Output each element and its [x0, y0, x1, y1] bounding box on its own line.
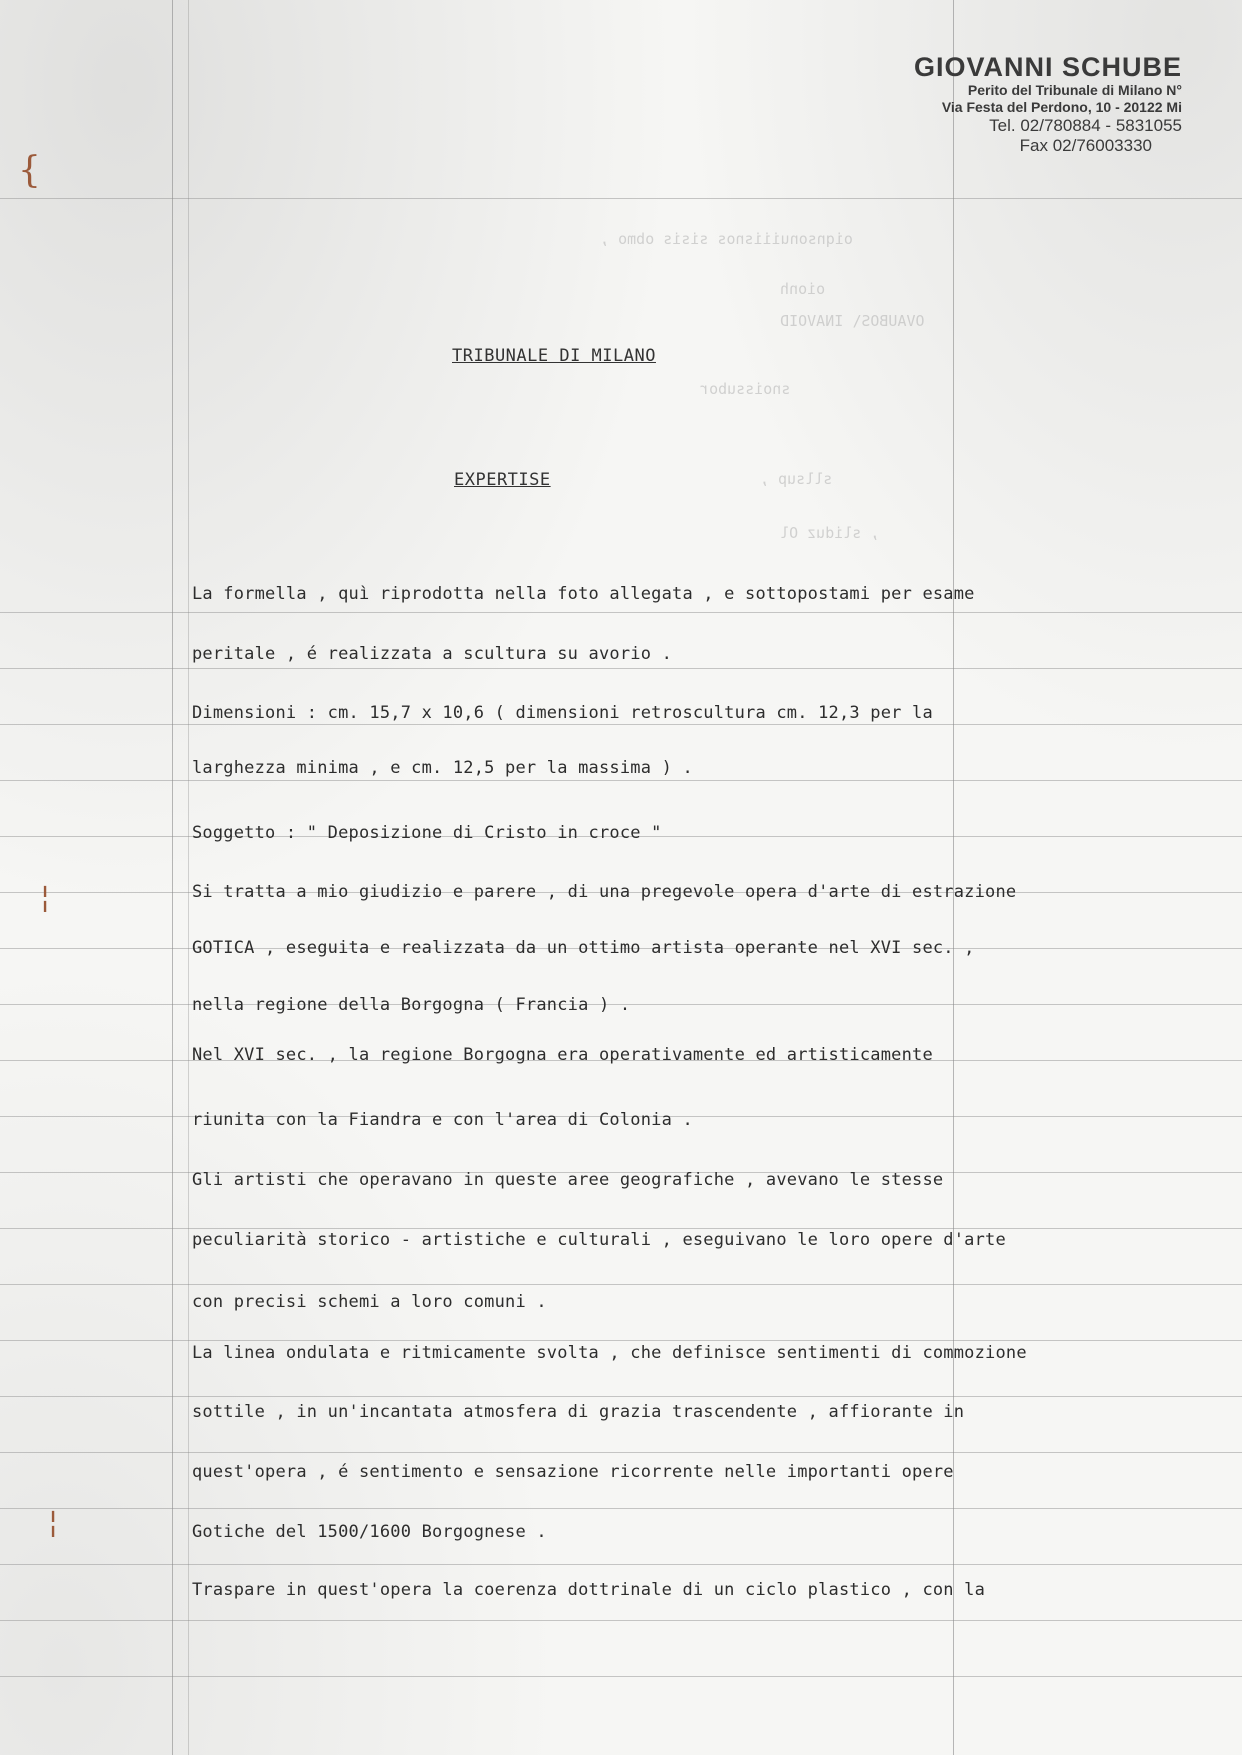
body-line: con precisi schemi a loro comuni . — [192, 1292, 547, 1312]
ruled-line — [0, 612, 1242, 613]
margin-tick-mark: ¦ — [48, 1505, 59, 1540]
ruled-line — [0, 724, 1242, 725]
margin-tick-mark: ¦ — [40, 880, 51, 915]
body-line: nella regione della Borgogna ( Francia ) . — [192, 995, 631, 1015]
ruled-line — [0, 198, 1242, 199]
body-line: Traspare in quest'opera la coerenza dottrinale di un ciclo plastico , con la — [192, 1580, 986, 1600]
ruled-line — [0, 1564, 1242, 1565]
ruled-line — [0, 1620, 1242, 1621]
body-line: La linea ondulata e ritmicamente svolta , che definisce sentimenti di commozione — [192, 1343, 1027, 1363]
margin-bracket-mark: { — [18, 150, 41, 191]
ruled-line — [0, 780, 1242, 781]
ruled-line — [0, 1228, 1242, 1229]
bleed-through-text: OVAUBOS\ INAVOID — [780, 312, 925, 330]
body-line: Si tratta a mio giudizio e parere , di una pregevole opera d'arte di estrazione — [192, 882, 1017, 902]
body-line: peritale , é realizzata a scultura su avorio . — [192, 644, 673, 664]
bleed-through-text: sllsup , — [760, 470, 833, 488]
ruled-line — [0, 1452, 1242, 1453]
body-line: larghezza minima , e cm. 12,5 per la massima ) . — [192, 758, 693, 778]
body-line: riunita con la Fiandra e con l'area di Colonia . — [192, 1110, 693, 1130]
body-line: GOTICA , eseguita e realizzata da un ottimo artista operante nel XVI sec. , — [192, 938, 975, 958]
body-line: Gli artisti che operavano in queste aree geografiche , avevano le stesse — [192, 1170, 944, 1190]
bleed-through-text: , sliduz Ol — [780, 524, 880, 542]
margin-line — [953, 0, 954, 1755]
body-line: Gotiche del 1500/1600 Borgognese . — [192, 1522, 547, 1542]
body-line: Nel XVI sec. , la regione Borgogna era operativamente ed artisticamente — [192, 1045, 933, 1065]
document-heading: TRIBUNALE DI MILANO — [452, 346, 656, 366]
body-line: quest'opera , é sentimento e sensazione ricorrente nelle importanti opere — [192, 1462, 954, 1482]
ruled-line — [0, 668, 1242, 669]
body-line: sottile , in un'incantata atmosfera di grazia trascendente , affiorante in — [192, 1402, 965, 1422]
letterhead-address: Via Festa del Perdono, 10 - 20122 Mi — [941, 99, 1182, 115]
body-line: Dimensioni : cm. 15,7 x 10,6 ( dimensioni retroscultura cm. 12,3 per la — [192, 703, 933, 723]
body-line: Soggetto : " Deposizione di Cristo in croce " — [192, 823, 662, 843]
document-subheading: EXPERTISE — [454, 470, 551, 490]
bleed-through-text: snoissubor — [700, 380, 791, 398]
body-line: La formella , quì riprodotta nella foto allegata , e sottopostami per esame — [192, 584, 975, 604]
letterhead-fax: Fax 02/76003330 — [1019, 136, 1152, 155]
body-line: peculiarità storico - artistiche e culturali , eseguivano le loro opere d'arte — [192, 1230, 1006, 1250]
letterhead-stamp — [882, 52, 1182, 156]
letterhead-title: Perito del Tribunale di Milano N° — [967, 82, 1182, 98]
margin-line — [188, 0, 189, 1755]
ruled-line — [0, 1396, 1242, 1397]
ruled-line — [0, 1508, 1242, 1509]
ruled-line — [0, 1676, 1242, 1677]
bleed-through-text: oiqnsonuiiisnos sisis obmo , — [600, 230, 853, 248]
margin-line — [172, 0, 173, 1755]
letterhead-name: GIOVANNI SCHUBE — [913, 52, 1182, 82]
bleed-through-text: oionh — [780, 280, 826, 298]
letterhead-phone: Tel. 02/780884 - 5831055 — [989, 116, 1182, 135]
ruled-line — [0, 1284, 1242, 1285]
ruled-line — [0, 1340, 1242, 1341]
